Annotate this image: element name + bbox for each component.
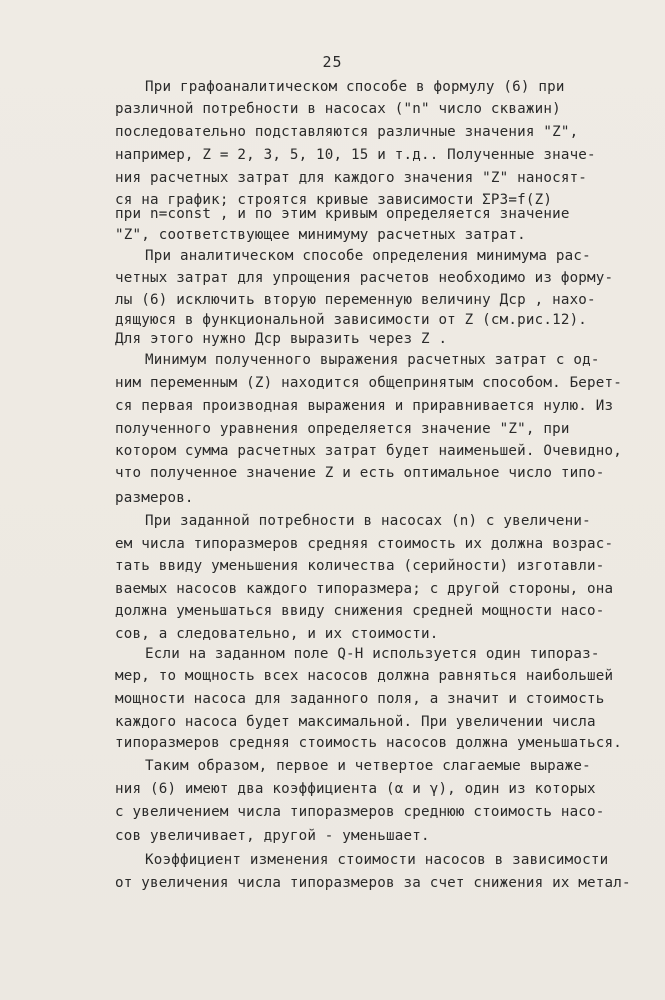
text-line: четных затрат для упрощения расчетов необходимо из форму- [115,270,614,286]
text-line: при n=const , и по этим кривым определяется значение [115,206,570,222]
text-line: последовательно подставляются различные значения "Z", [115,124,579,140]
text-line: с увеличением числа типоразмеров среднюю стоимость насо- [115,804,605,820]
text-line: ем числа типоразмеров средняя стоимость их должна возрас- [115,536,614,552]
text-line: ния (6) имеют два коэффициента (α и γ), один из которых [115,781,596,797]
text-line: например, Z = 2, 3, 5, 10, 15 и т.д.. Полученные значе- [115,147,596,163]
text-line: должна уменьшаться ввиду снижения средней мощности насо- [115,603,605,619]
text-line: ваемых насосов каждого типоразмера; с другой стороны, она [115,581,614,597]
text-line: полученного уравнения определяется значение "Z", при [115,421,570,437]
text-line: каждого насоса будет максимальной. При увеличении числа [115,714,596,730]
text-line: сов увеличивает, другой - уменьшает. [115,828,430,844]
text-line: лы (6) исключить вторую переменную величину Дср , нахо- [115,292,596,308]
text-line: различной потребности в насосах ("n" число скважин) [115,101,561,117]
text-line: ния расчетных затрат для каждого значения "Z" наносят- [115,170,588,186]
text-line: Таким образом, первое и четвертое слагаемые выраже- [145,758,591,774]
text-line: что полученное значение Z и есть оптимальное число типо- [115,465,605,481]
text-line: При заданной потребности в насосах (n) с увеличени- [145,513,591,529]
text-line: Если на заданном поле Q-H используется один типораз- [145,646,600,662]
text-line: Минимум полученного выражения расчетных затрат с од- [145,352,600,368]
text-line: сов, а следовательно, и их стоимости. [115,626,439,642]
text-line: котором сумма расчетных затрат будет наименьшей. Очевидно, [115,443,623,459]
text-line: ним переменным (Z) находится общепринятым способом. Берет- [115,375,623,391]
page-number: 25 [322,53,343,71]
text-line: типоразмеров средняя стоимость насосов должна уменьшаться. [115,735,623,751]
text-line: тать ввиду уменьшения количества (серийности) изготавли- [115,558,605,574]
text-line: мощности насоса для заданного поля, а значит и стоимость [115,691,605,707]
text-line: "Z", соответствующее минимуму расчетных затрат. [115,227,526,243]
text-line: ся первая производная выражения и приравнивается нулю. Из [115,398,614,414]
text-line: Коэффициент изменения стоимости насосов в зависимости [145,852,609,868]
text-line: мер, то мощность всех насосов должна равняться наибольшей [115,668,614,684]
text-line: от увеличения числа типоразмеров за счет снижения их метал- [115,875,631,891]
text-line: При аналитическом способе определения минимума рас- [145,248,591,264]
text-line: размеров. [115,490,194,506]
text-line: ся на график; строятся кривые зависимости ΣРЗ=f(Z) [115,192,553,208]
text-line: Для этого нужно Дср выразить через Z . [115,331,448,347]
text-line: При графоаналитическом способе в формулу (6) при [145,79,565,95]
text-line: дящуюся в функциональной зависимости от Z (см.рис.12). [115,312,588,328]
